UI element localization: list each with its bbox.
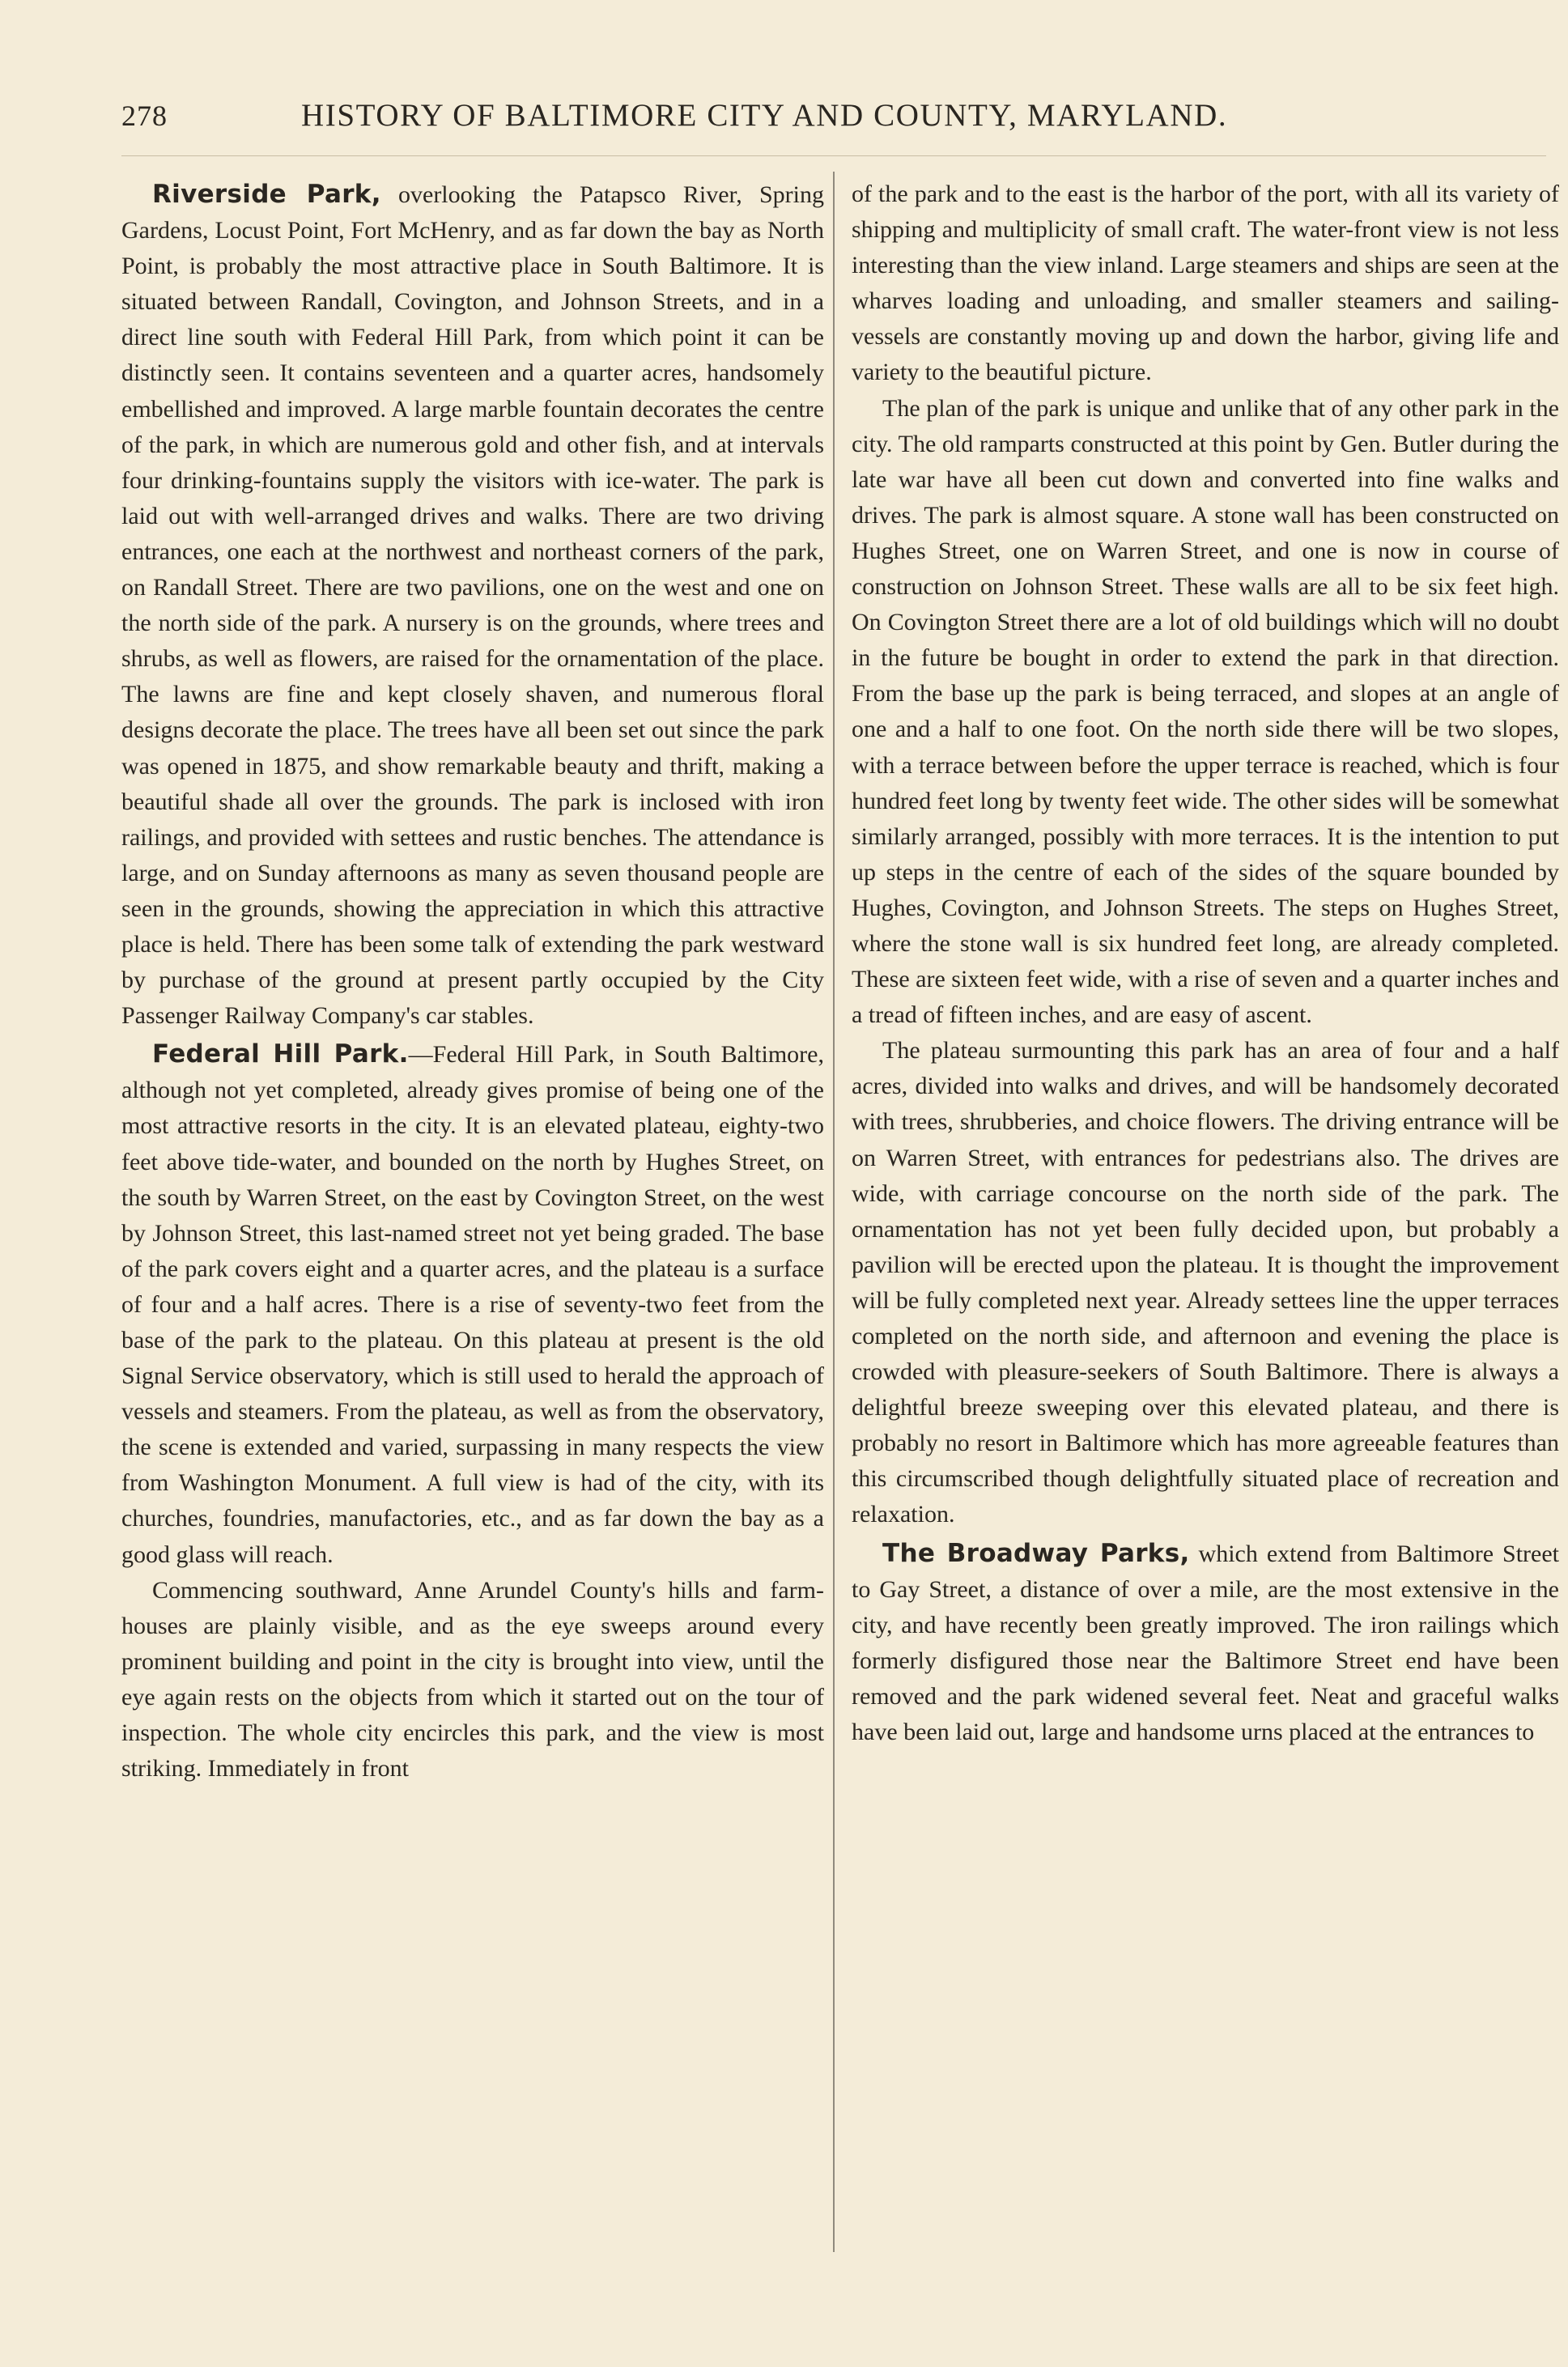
paragraph-commencing-southward: Commencing southward, Anne Arundel County's hills and farm-houses are plainly visible, and as the eye sweeps around every prominent building and point in the city is brought into view, until the eye again rests on the objects from which it started out on the tour of inspection. The whole city encircles this park, and the view is most striking. Immediately in front (121, 1576, 824, 1783)
paragraph-broadway-parks (852, 1536, 1559, 1751)
column-divider (833, 172, 835, 2252)
paragraph-text: overlooking the Patapsco River, Spring Gardens, Locust Point, Fort McHenry, and as far down the bay as North Point, is probably the most attractive place in South Baltimore. It is situated between Randall, Covington, and Johnson Streets, and in a direct line south with Federal Hill Park, from which point it can be distinctly seen. It contains seventeen and a quarter acres, handsomely embellished and improved. A large marble fountain decorates the centre of the park, in which are numerous gold and other fish, and at intervals four drinking-fountains supply the visitors with ice-water. The park is laid out with well-arranged drives and walks. There are two driving entrances, one each at the northwest and northeast corners of the park, on Randall Street. There are two pavilions, one on the west and one on the north side of the park. A nursery is on the grounds, where trees and shrubs, as well as flowers, are raised for the ornamentation of the place. The lawns are fine and kept closely shaven, and numerous floral designs decorate the place. The trees have all been set out since the park was opened in 1875, and show remarkable beauty and thrift, making a beautiful shade all over the grounds. The park is inclosed with iron railings, and provided with settees and rustic benches. The attendance is large, and on Sunday afternoons as many as seven thousand people are seen in the grounds, showing the appreciation in which this attractive place is held. There has been some talk of extending the park westward by purchase of the ground at present partly occupied by the City Passenger Railway Company's car stables. (121, 181, 825, 1030)
paragraph-riverside-park (121, 176, 824, 1034)
paragraph-text: which extend from Baltimore Street to Gay Street, a distance of over a mile, are the most extensive in the city, and have recently been greatly improved. The iron railings which formerly disfigured those near the Baltimore Street end have been removed and the park widened several feet. Neat and graceful walks have been laid out, large and handsome urns placed at the entrances to (852, 1540, 1560, 1746)
section-heading-riverside-park: Riverside Park, (152, 180, 381, 209)
paragraph-text: —Federal Hill Park, in South Baltimore, although not yet completed, already gives promise of being one of the most attractive resorts in the city. It is an elevated plateau, eighty-two feet above tide-water, and bounded on the north by Hughes Street, on the south by Warren Street, on the east by Covington Street, on the west by Johnson Street, this last-named street not yet being graded. The base of the park covers eight and a quarter acres, and the plateau is a surface of four and a half acres. There is a rise of seventy-two feet from the base of the park to the plateau. On this plateau at present is the old Signal Service observatory, which is still used to herald the approach of vessels and steamers. From the plateau, as well as from the observatory, the scene is extended and varied, surpassing in many respects the view from Washington Monument. A full view is had of the city, with its churches, foundries, manufactories, etc., and as far down the bay as a good glass will reach. (121, 1041, 824, 1568)
section-heading-broadway-parks: The Broadway Parks, (882, 1538, 1190, 1568)
page-number: 278 (121, 100, 168, 132)
paragraph-federal-hill-park (121, 1036, 824, 1572)
paragraph-plateau: The plateau surmounting this park has an area of four and a half acres, divided into walks and drives, and will be handsomely decorated with trees, shrubberies, and choice flowers. The driving entrance will be on Warren Street, with entrances for pedestrians also. The drives are wide, with carriage concourse on the north side of the park. The ornamentation has not yet been fully decided upon, but probably a pavilion will be erected upon the plateau. It is thought the improvement will be fully completed next year. Already settees line the upper terraces completed on the north side, and afternoon and evening the place is crowded with pleasure-seekers of South Baltimore. There is always a delightful breeze sweeping over this elevated plateau, and there is probably no resort in Baltimore which has more agreeable features than this circumscribed though delightfully situated place of recreation and relaxation. (852, 1037, 1559, 1528)
left-column (121, 176, 824, 1787)
right-column (852, 176, 1559, 1750)
header-rule (121, 155, 1546, 156)
paragraph-park-plan: The plan of the park is unique and unlike that of any other park in the city. The old ramparts constructed at this point by Gen. Butler during the late war have all been cut down and converted into fine walks and drives. The park is almost square. A stone wall has been constructed on Hughes Street, one on Warren Street, and one is now in course of construction on Johnson Street. These walls are all to be six feet high. On Covington Street there are a lot of old buildings which will no doubt in the future be bought in order to extend the park in that direction. From the base up the park is being terraced, and slopes at an angle of one and a half to one foot. On the north side there will be two slopes, with a terrace between before the upper terrace is reached, which is four hundred feet long by twenty feet wide. The other sides will be somewhat similarly arranged, possibly with more terraces. It is the intention to put up steps in the centre of each of the sides of the square bounded by Hughes, Covington, and Johnson Streets. The steps on Hughes Street, where the stone wall is six hundred feet long, are already completed. These are sixteen feet wide, with a rise of seven and a quarter inches and a tread of fifteen inches, and are easy of ascent. (852, 394, 1559, 1029)
paragraph-harbor-view: of the park and to the east is the harbor of the port, with all its variety of shipping and multiplicity of small craft. The water-front view is not less interesting than the view inland. Large steamers and ships are seen at the wharves loading and unloading, and smaller steamers and sailing-vessels are constantly moving up and down the harbor, giving life and variety to the beautiful picture. (852, 181, 1559, 386)
section-heading-federal-hill-park: Federal Hill Park. (152, 1039, 409, 1069)
page-header (121, 96, 1384, 136)
running-title: HISTORY OF BALTIMORE CITY AND COUNTY, MARYLAND. (301, 98, 1228, 133)
